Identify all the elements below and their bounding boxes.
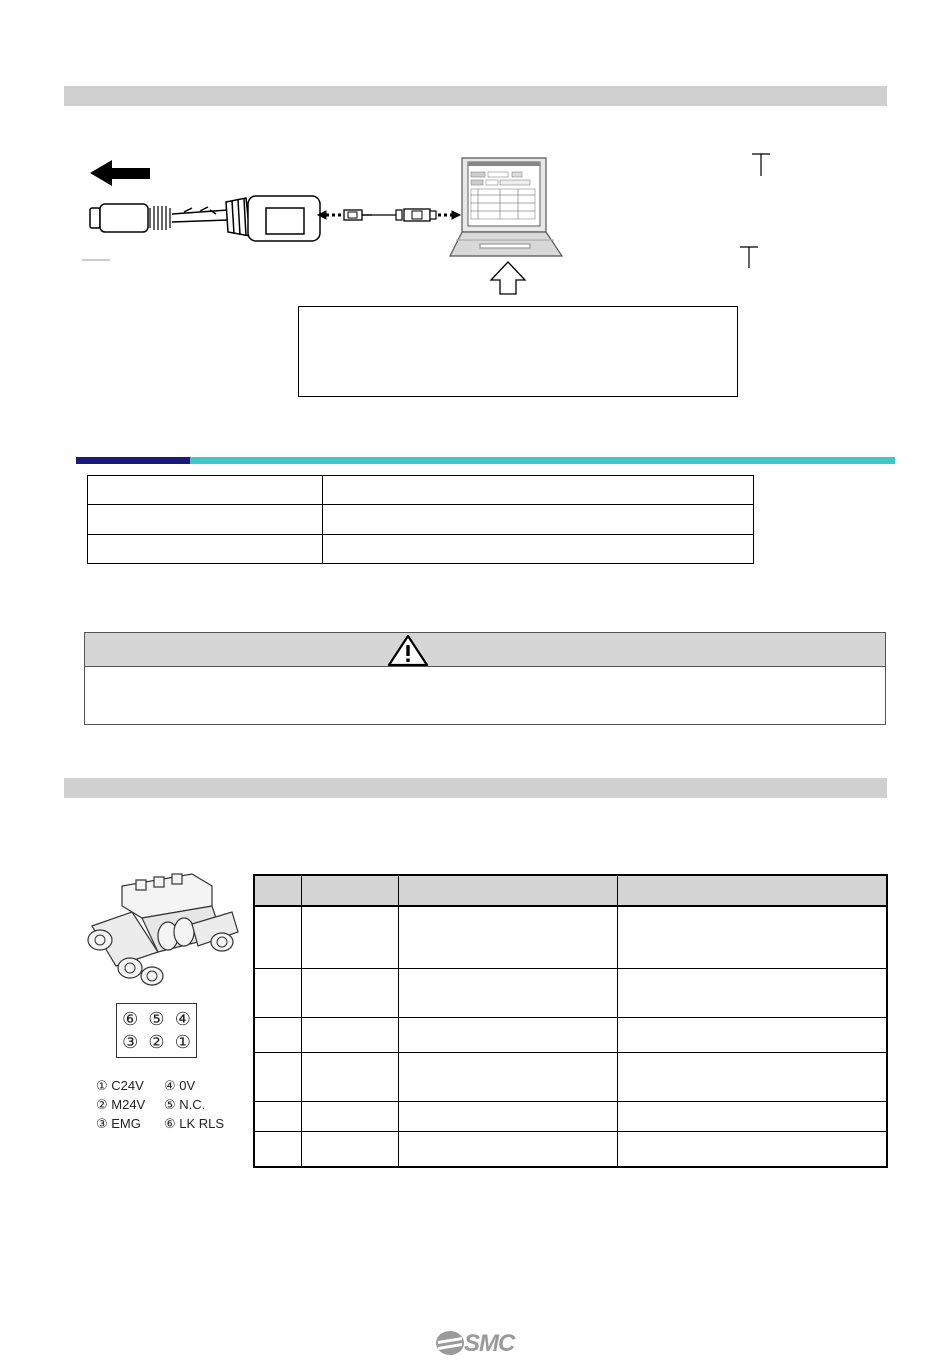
table-cell [88, 535, 323, 564]
table-cell [618, 1052, 888, 1101]
pin-legend [96, 1076, 246, 1133]
pin-assignment-table [253, 874, 888, 1168]
smc-logo-text: SMC [464, 1330, 515, 1357]
table-row [254, 906, 887, 968]
pin-legend-row [96, 1114, 246, 1133]
table-cell [254, 1017, 302, 1052]
connector-illustration [72, 866, 242, 992]
table-row [254, 1131, 887, 1167]
table-cell [399, 906, 618, 968]
pin-label: ② [148, 1032, 165, 1052]
pin-legend-item: ⑥ LK RLS [164, 1116, 225, 1131]
pin-legend-item: ③ EMG [96, 1116, 141, 1131]
strain-relief [226, 198, 250, 236]
table-cell [399, 1101, 618, 1131]
table-header-cell [254, 875, 302, 906]
connector-plug [90, 204, 228, 232]
pin-label: ④ [174, 1009, 191, 1029]
pin-label: ⑤ [148, 1009, 165, 1029]
table-cell [302, 1101, 399, 1131]
arrow-up-outline-icon [491, 262, 525, 294]
table-cell [323, 505, 754, 535]
section-header-bar-1 [64, 86, 887, 106]
table-cell [254, 906, 302, 968]
warning-triangle-icon [387, 634, 429, 666]
table-cell [254, 968, 302, 1017]
arrow-left-icon [90, 160, 150, 186]
pin-row-top [117, 1009, 196, 1029]
table-header-cell [302, 875, 399, 906]
table-cell [302, 1052, 399, 1101]
table-row [88, 535, 754, 564]
callout-box [298, 306, 738, 397]
table-row [254, 968, 887, 1017]
smc-logo [434, 1328, 520, 1358]
pin-legend-item: ④ 0V [164, 1078, 196, 1093]
table-cell [618, 1131, 888, 1167]
table-row [254, 1101, 887, 1131]
table-row [254, 1052, 887, 1101]
table-header-row [254, 875, 887, 906]
pin-label: ③ [122, 1032, 139, 1052]
smc-logo-mark [434, 1328, 468, 1358]
usb-cable-icon [318, 209, 460, 221]
table-cell [323, 476, 754, 505]
connection-diagram [60, 140, 780, 300]
pin-legend-row [96, 1095, 246, 1114]
table-cell [399, 1052, 618, 1101]
table-cell [302, 968, 399, 1017]
table-cell [254, 1052, 302, 1101]
warning-header [85, 633, 885, 667]
table-cell [88, 505, 323, 535]
accent-divider-teal [190, 457, 895, 464]
table-cell [254, 1131, 302, 1167]
leader-mark [740, 154, 770, 268]
table-cell [399, 1017, 618, 1052]
table-cell [302, 1131, 399, 1167]
pin-label: ① [174, 1032, 191, 1052]
pin-legend-item: ① C24V [96, 1078, 144, 1093]
laptop-icon [450, 158, 562, 256]
warning-box [84, 632, 886, 725]
table-cell [302, 906, 399, 968]
accent-divider-dark [76, 457, 190, 464]
table-header-cell [399, 875, 618, 906]
table-cell [618, 906, 888, 968]
table-row [88, 476, 754, 505]
pin-row-bottom [117, 1032, 196, 1052]
table-cell [618, 968, 888, 1017]
pin-label: ⑥ [122, 1009, 139, 1029]
table-cell [323, 535, 754, 564]
table-cell [618, 1017, 888, 1052]
table-cell [399, 968, 618, 1017]
table-cell [302, 1017, 399, 1052]
spec-table [87, 475, 754, 564]
table-cell [88, 476, 323, 505]
table-cell [399, 1131, 618, 1167]
pin-number-box [116, 1003, 197, 1058]
pin-legend-item: ② M24V [96, 1097, 146, 1112]
converter-box [248, 196, 320, 241]
table-header-cell [618, 875, 888, 906]
pin-legend-item: ⑤ N.C. [164, 1097, 206, 1112]
table-cell [254, 1101, 302, 1131]
section-header-bar-2 [64, 778, 887, 798]
table-row [254, 1017, 887, 1052]
table-cell [618, 1101, 888, 1131]
pin-legend-row [96, 1076, 246, 1095]
table-row [88, 505, 754, 535]
